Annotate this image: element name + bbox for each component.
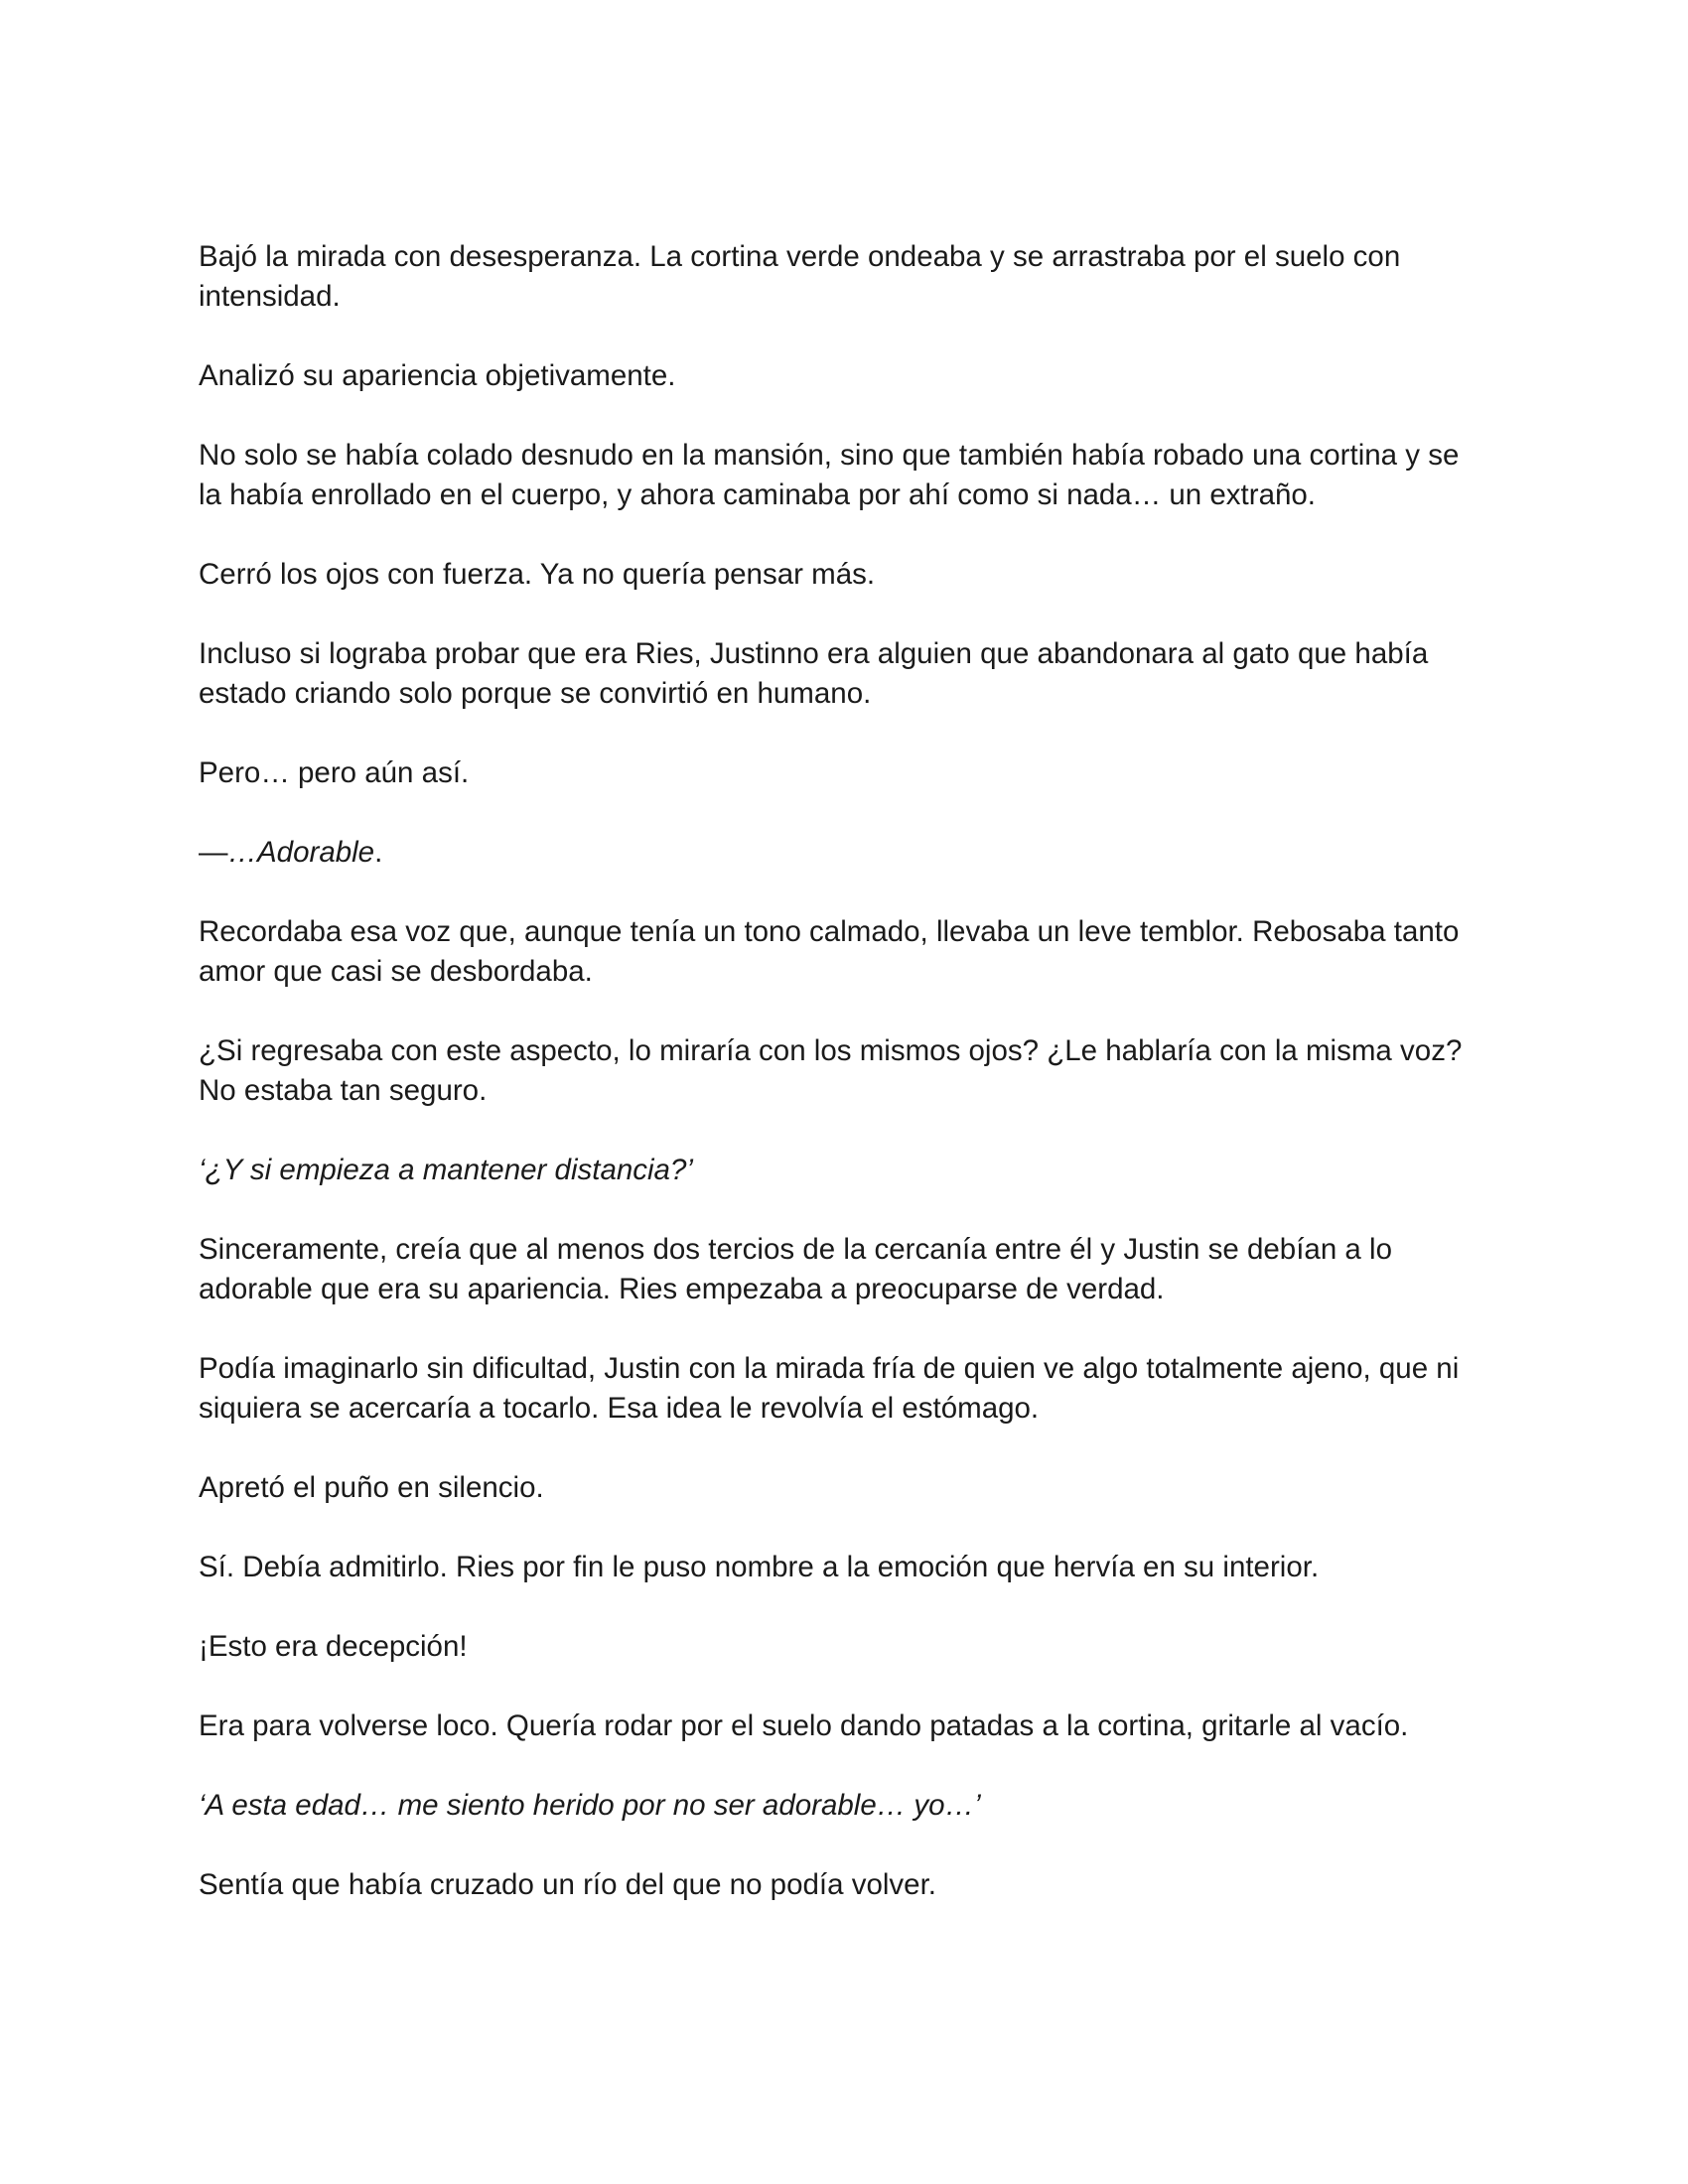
paragraph-7-dialogue <box>199 833 1489 873</box>
dialogue-word: Adorable <box>257 836 375 869</box>
paragraph-2: Analizó su apariencia objetivamente. <box>199 359 676 392</box>
paragraph-13: Apretó el puño en silencio. <box>199 1471 544 1504</box>
paragraph-10-thought: ‘¿Y si empieza a mantener distancia?’ <box>199 1154 693 1186</box>
paragraph-18: Sentía que había cruzado un río del que no podía volver. <box>199 1868 936 1901</box>
paragraph-11: Sinceramente, creía que al menos dos tercios de la cercanía entre él y Justin se debían a lo adorable que era su apariencia. Ries empezaba a preocuparse de verdad. <box>199 1233 1392 1305</box>
paragraph-14: Sí. Debía admitirlo. Ries por fin le puso nombre a la emoción que hervía en su interior. <box>199 1551 1320 1583</box>
document-body <box>199 237 1489 1945</box>
paragraph-9: ¿Si regresaba con este aspecto, lo miraría con los mismos ojos? ¿Le hablaría con la misma voz? No estaba tan seguro. <box>199 1034 1463 1107</box>
dialogue-italic <box>228 836 375 869</box>
paragraph-6: Pero… pero aún así. <box>199 756 470 789</box>
dialogue-dash: — <box>199 836 228 869</box>
paragraph-4: Cerró los ojos con fuerza. Ya no quería pensar más. <box>199 558 876 591</box>
dialogue-period: . <box>374 836 383 869</box>
paragraph-1: Bajó la mirada con desesperanza. La cortina verde ondeaba y se arrastraba por el suelo con intensidad. <box>199 240 1401 313</box>
paragraph-15: ¡Esto era decepción! <box>199 1630 468 1663</box>
paragraph-3: No solo se había colado desnudo en la mansión, sino que también había robado una cortina y se la había enrollado en el cuerpo, y ahora caminaba por ahí como si nada… un extraño. <box>199 439 1460 511</box>
paragraph-8: Recordaba esa voz que, aunque tenía un tono calmado, llevaba un leve temblor. Rebosaba tanto amor que casi se desbordaba. <box>199 915 1460 988</box>
paragraph-12: Podía imaginarlo sin dificultad, Justin con la mirada fría de quien ve algo totalmente ajeno, que ni siquiera se acercaría a tocarlo. Esa idea le revolvía el estómago. <box>199 1352 1460 1425</box>
dialogue-ellipsis: … <box>227 836 257 869</box>
paragraph-17-thought: ‘A esta edad… me siento herido por no ser adorable… yo…’ <box>199 1789 981 1822</box>
paragraph-16: Era para volverse loco. Quería rodar por el suelo dando patadas a la cortina, gritarle al vacío. <box>199 1709 1409 1742</box>
paragraph-5: Incluso si lograba probar que era Ries, Justinno era alguien que abandonara al gato que había estado criando solo porque se convirtió en humano. <box>199 637 1429 710</box>
